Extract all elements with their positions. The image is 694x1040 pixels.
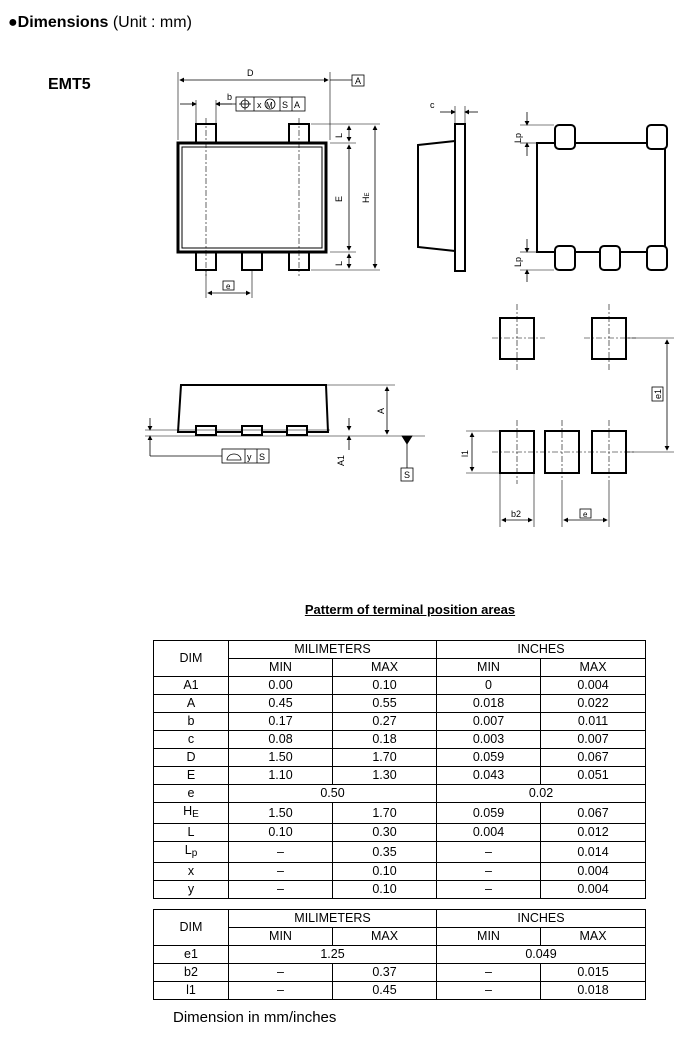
value-cell: – [437,863,541,881]
value-cell: 0.043 [437,767,541,785]
dim-label-a: A [376,407,386,414]
inch-header: INCHES [437,910,646,928]
value-cell: 1.70 [333,749,437,767]
value-cell: 0.10 [229,824,333,842]
side-view [418,106,478,271]
mm-header: MILIMETERS [229,641,437,659]
table-row [154,964,646,982]
front-body [178,385,328,432]
table-row [154,881,646,899]
mm-header: MILIMETERS [229,910,437,928]
tol-a-label: A [294,100,301,110]
datum-s-triangle-icon [402,436,412,444]
right-lead-bottom-1 [555,246,575,270]
bottom-lead-2 [242,252,262,270]
profile-symbol-icon [227,454,241,460]
sub-header: MIN [229,659,333,677]
dim-cell: e [154,785,229,803]
merged-value-cell: 0.049 [437,946,646,964]
sub-header: MIN [437,659,541,677]
value-cell: 1.30 [333,767,437,785]
front-view [145,385,425,481]
table-row [154,824,646,842]
table-row [154,785,646,803]
value-cell: – [229,982,333,1000]
value-cell: 0.018 [437,695,541,713]
value-cell: 0.022 [541,695,646,713]
caption: Dimension in mm/inches [173,1009,337,1026]
value-cell: 0.018 [541,982,646,1000]
value-cell: 0.37 [333,964,437,982]
pattern-title: Patterm of terminal position areas [304,602,516,617]
right-lead-bottom-3 [647,246,667,270]
side-body [418,141,455,251]
value-cell: 0.18 [333,731,437,749]
dim-label-a1: A1 [336,454,346,466]
value-cell: 1.50 [229,803,333,824]
value-cell: 0.067 [541,803,646,824]
value-cell: – [437,881,541,899]
dim-cell: HE [154,803,229,824]
dimension-table-1 [153,640,646,899]
sub-header: MAX [541,659,646,677]
table-row [154,749,646,767]
top-view [178,72,380,298]
value-cell: 0.35 [333,842,437,863]
value-cell: 0.00 [229,677,333,695]
dim-label-l-top: L [334,132,344,138]
land-pattern [466,304,674,527]
right-view [537,125,667,270]
front-lead-1 [196,426,216,435]
dim-label-he: HE [361,192,371,203]
side-lead [455,124,465,271]
value-cell: 1.50 [229,749,333,767]
dim-label-lp-top: Lp [513,132,523,143]
dim-cell: D [154,749,229,767]
table-row [154,842,646,863]
value-cell: 0.007 [541,731,646,749]
value-cell: 0 [437,677,541,695]
value-cell: 0.004 [541,881,646,899]
dim-cell: A [154,695,229,713]
value-cell: – [437,982,541,1000]
front-lead-3 [287,426,307,435]
dim-cell: x [154,863,229,881]
body-inner [182,147,322,248]
value-cell: 0.059 [437,749,541,767]
dim-label-l1: l1 [460,449,470,457]
heading-text: Dimensions [17,14,109,31]
value-cell: 0.004 [541,677,646,695]
value-cell: 0.45 [333,982,437,1000]
right-lead-top-1 [555,125,575,149]
value-cell: 1.70 [333,803,437,824]
dim-label-d: D [247,68,254,78]
datum-a-label: A [355,76,362,86]
tol-x-label: x [257,100,262,110]
value-cell: 0.30 [333,824,437,842]
dim-cell: b2 [154,964,229,982]
package-name: EMT5 [48,76,91,93]
datum-s-label: S [404,470,411,480]
dim-label-lp-bottom: Lp [513,256,523,267]
value-cell: 0.007 [437,713,541,731]
value-cell: 0.45 [229,695,333,713]
value-cell: 0.10 [333,863,437,881]
value-cell: – [229,881,333,899]
merged-value-cell: 0.50 [229,785,437,803]
value-cell: 0.014 [541,842,646,863]
merged-value-cell: 0.02 [437,785,646,803]
merged-value-cell: 1.25 [229,946,437,964]
table-row [154,713,646,731]
table-row [154,695,646,713]
right-lead-top-2 [647,125,667,149]
dim-cell: e1 [154,946,229,964]
value-cell: 0.011 [541,713,646,731]
sub-header: MIN [229,928,333,946]
tol-s-label-2: S [259,452,266,462]
table-row [154,767,646,785]
value-cell: 0.004 [541,863,646,881]
dim-header: DIM [154,641,229,677]
value-cell: 0.10 [333,881,437,899]
dim-label-l-bottom: L [334,260,344,266]
dim-label-e1: e1 [653,388,663,399]
sub-header: MAX [333,659,437,677]
value-cell: 0.55 [333,695,437,713]
dimension-table-2 [153,909,646,1000]
value-cell: 0.059 [437,803,541,824]
dim-cell: E [154,767,229,785]
dim-cell: L [154,824,229,842]
dim-cell: b [154,713,229,731]
front-lead-2 [242,426,262,435]
body-outline [178,143,326,252]
table-row [154,982,646,1000]
value-cell: 0.08 [229,731,333,749]
value-cell: – [229,863,333,881]
right-lead-bottom-2 [600,246,620,270]
sub-header: MAX [333,928,437,946]
dim-header: DIM [154,910,229,946]
sub-header: MAX [541,928,646,946]
table-row [154,946,646,964]
dim-cell: l1 [154,982,229,1000]
value-cell: 1.10 [229,767,333,785]
tol-s-label: S [282,100,289,110]
tol-m-label: M [266,101,273,110]
dim-label-e: E [334,195,344,202]
bullet: ● [8,14,18,31]
value-cell: – [229,964,333,982]
right-body [537,143,665,252]
table-row [154,863,646,881]
value-cell: 0.17 [229,713,333,731]
dim-label-e-top: e [226,282,231,291]
dim-label-b: b [227,92,233,102]
value-cell: 0.004 [437,824,541,842]
heading-unit: (Unit : mm) [112,14,192,31]
dim-cell: Lp [154,842,229,863]
value-cell: – [437,964,541,982]
value-cell: 0.067 [541,749,646,767]
dim-cell: y [154,881,229,899]
value-cell: 0.012 [541,824,646,842]
value-cell: 0.015 [541,964,646,982]
table-row [154,803,646,824]
dim-cell: c [154,731,229,749]
tol-y-label: y [247,452,252,462]
value-cell: 0.10 [333,677,437,695]
value-cell: 0.27 [333,713,437,731]
value-cell: – [229,842,333,863]
value-cell: 0.051 [541,767,646,785]
sub-header: MIN [437,928,541,946]
value-cell: 0.003 [437,731,541,749]
table-row [154,677,646,695]
inch-header: INCHES [437,641,646,659]
table-row [154,731,646,749]
dim-label-e-pattern: e [583,510,588,519]
dim-label-c: c [430,100,435,110]
value-cell: – [437,842,541,863]
dim-cell: A1 [154,677,229,695]
dim-label-b2: b2 [511,509,522,519]
